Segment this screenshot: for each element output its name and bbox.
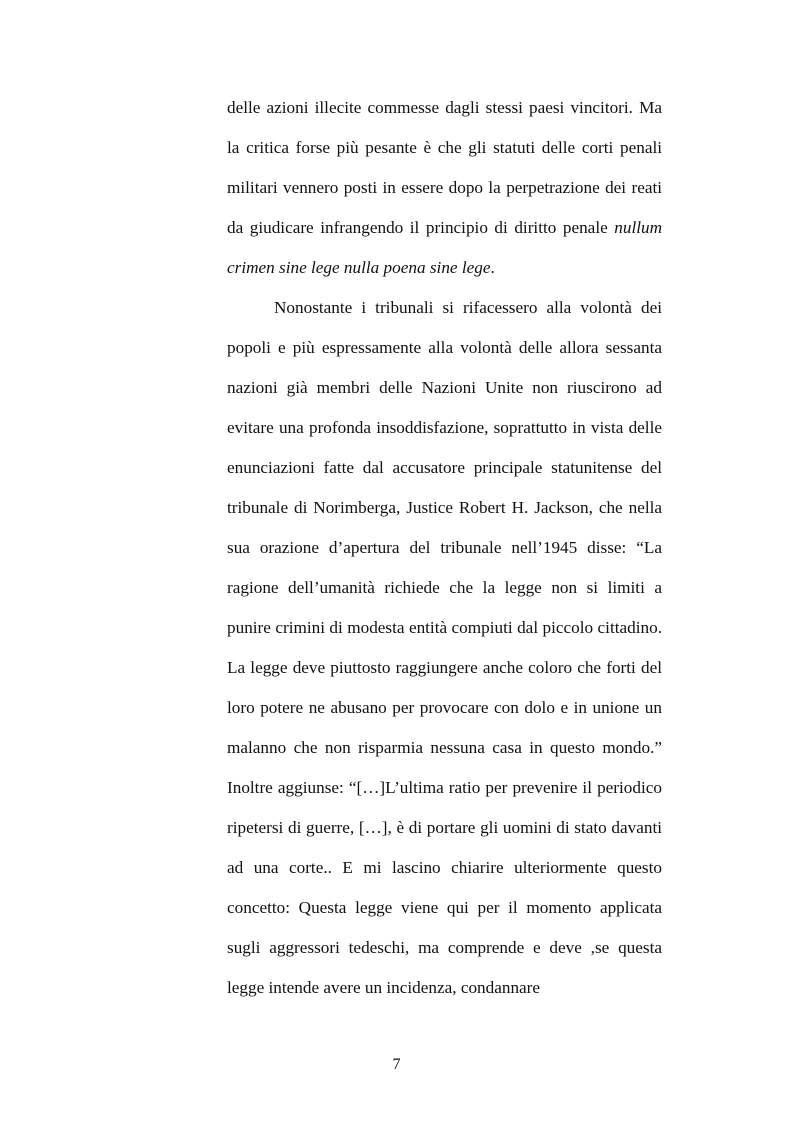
- paragraph-1-end: .: [490, 258, 495, 277]
- paragraph-1-text: delle azioni illecite commesse dagli stessi paesi vincitori. Ma la critica forse più pesante è che gli statuti delle corti penali militari vennero posti in essere dopo la perpetrazione dei reati da giudicare infrangendo il principio di diritto penale: [227, 98, 662, 237]
- paragraph-1: [227, 88, 662, 288]
- paragraph-2: Nonostante i tribunali si rifacessero alla volontà dei popoli e più espressamente alla volontà delle allora sessanta nazioni già membri delle Nazioni Unite non riuscirono ad evitare una profonda insoddisfazione, soprattutto in vista delle enunciazioni fatte dal accusatore principale statunitense del tribunale di Norimberga, Justice Robert H. Jackson, che nella sua orazione d’apertura del tribunale nell’1945 disse: “La ragione dell’umanità richiede che la legge non si limiti a punire crimini di modesta entità compiuti dal piccolo cittadino. La legge deve piuttosto raggiungere anche coloro che forti del loro potere ne abusano per provocare con dolo e in unione un malanno che non risparmia nessuna casa in questo mondo.” Inoltre aggiunse: “[…]L’ultima ratio per prevenire il periodico ripetersi di guerre, […], è di portare gli uomini di stato davanti ad una corte.. E mi lascino chiarire ulteriormente questo concetto: Questa legge viene qui per il momento applicata sugli aggressori tedeschi, ma comprende e deve ,se questa legge intende avere un incidenza, condannare: [227, 298, 662, 997]
- page-number: 7: [392, 1056, 401, 1073]
- body-text: [227, 88, 662, 1008]
- latin-maxim: nullum crimen sine lege nulla poena sine lege: [227, 218, 662, 277]
